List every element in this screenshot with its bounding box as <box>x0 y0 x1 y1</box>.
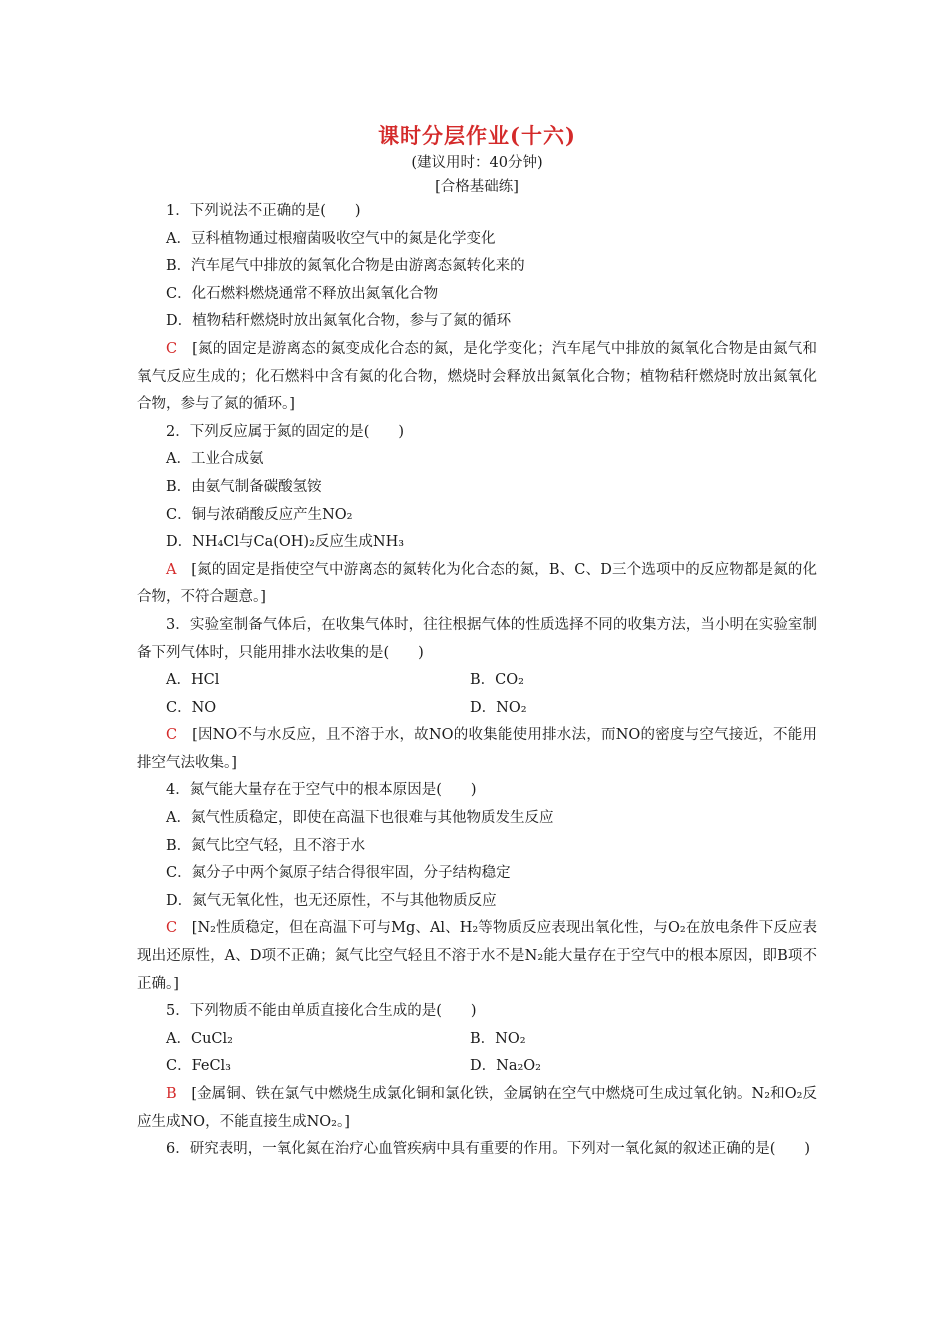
answer-letter: B <box>166 1086 177 1102</box>
explanation-text: [氮的固定是指使空气中游离态的氮转化为化合态的氮，B、C、D三个选项中的反应物都是氮的化合物，不符合题意。] <box>137 561 817 606</box>
document-page <box>137 122 817 1164</box>
time-hint: (建议用时：40分钟) <box>411 155 543 171</box>
option: B．NO₂ <box>470 1030 526 1047</box>
question-stem: 4．氮气能大量存在于空气中的根本原因是( ) <box>166 782 477 799</box>
option: A．氮气性质稳定，即使在高温下也很难与其他物质发生反应 <box>166 810 554 827</box>
option: D．植物秸秆燃烧时放出氮氧化合物，参与了氮的循环 <box>166 313 512 330</box>
explanation-text: [因NO不与水反应，且不溶于水，故NO的收集能使用排水法，而NO的密度与空气接近，不能用排空气法收集。] <box>137 727 817 771</box>
answer-letter: C <box>166 727 178 744</box>
question-5 <box>137 998 817 1136</box>
option: B．CO₂ <box>470 672 524 689</box>
page-title: 课时分层作业(十六) <box>378 123 576 148</box>
option: C．化石燃料燃烧通常不释放出氮氧化合物 <box>166 285 439 302</box>
answer-explanation <box>137 336 817 419</box>
option-row <box>137 1053 817 1081</box>
explanation-text: [N₂性质稳定，但在高温下可与Mg、Al、H₂等物质反应表现出氧化性，与O₂在放电条件下反应表现出还原性，A、D项不正确；氮气比空气轻且不溶于水不是N₂能大量存在于空气中的根本原因，即B项不正确。] <box>137 920 817 992</box>
question-stem: 6．研究表明，一氧化氮在治疗心血管疾病中具有重要的作用。下列对一氧化氮的叙述正确的是( ) <box>166 1141 811 1158</box>
answer-explanation <box>137 557 817 612</box>
option: C．氮分子中两个氮原子结合得很牢固，分子结构稳定 <box>166 865 511 882</box>
option: A．豆科植物通过根瘤菌吸收空气中的氮是化学变化 <box>166 230 496 247</box>
explanation-text: [金属铜、铁在氯气中燃烧生成氯化铜和氯化铁，金属钠在空气中燃烧可生成过氧化钠。N₂和O₂反应生成NO，不能直接生成NO₂。] <box>137 1086 818 1130</box>
answer-letter: C <box>166 920 178 937</box>
option: A．HCl <box>166 672 220 689</box>
option: A．CuCl₂ <box>166 1030 233 1047</box>
question-stem: 3．实验室制备气体后，在收集气体时，往往根据气体的性质选择不同的收集方法，当小明在实验室制备下列气体时，只能用排水法收集的是( ) <box>137 616 817 661</box>
option: D．NO₂ <box>470 699 527 716</box>
answer-explanation <box>137 915 817 998</box>
question-4 <box>137 777 817 998</box>
question-1 <box>137 198 817 419</box>
option: D．氮气无氧化性，也无还原性，不与其他物质反应 <box>166 892 497 909</box>
question-stem: 5．下列物质不能由单质直接化合生成的是( ) <box>166 1003 477 1020</box>
option-row <box>137 1026 817 1054</box>
question-3 <box>137 612 817 778</box>
question-stem: 1．下列说法不正确的是( ) <box>166 203 361 219</box>
option: C．铜与浓硝酸反应产生NO₂ <box>166 506 353 523</box>
option: D．NH₄Cl与Ca(OH)₂反应生成NH₃ <box>166 534 405 551</box>
section-heading: [合格基础练] <box>435 179 519 195</box>
option: B．氮气比空气轻，且不溶于水 <box>166 837 366 854</box>
answer-letter: C <box>166 340 178 357</box>
option: C．NO <box>166 699 217 716</box>
option-row <box>137 695 817 723</box>
answer-letter: A <box>166 561 177 578</box>
option: A．工业合成氨 <box>166 451 264 468</box>
question-stem: 2．下列反应属于氮的固定的是( ) <box>166 423 405 440</box>
option: D．Na₂O₂ <box>470 1058 541 1075</box>
explanation-text: [氮的固定是游离态的氮变成化合态的氮，是化学变化；汽车尾气中排放的氮氧化合物是由氮气和氧气反应生成的；化石燃料中含有氮的化合物，燃烧时会释放出氮氧化合物；植物秸秆燃烧时放出氮氧化合物，参与了氮的循环。] <box>137 340 818 413</box>
option: C．FeCl₃ <box>166 1058 231 1075</box>
answer-explanation <box>137 1081 817 1136</box>
option: B．汽车尾气中排放的氮氧化合物是由游离态氮转化来的 <box>166 258 525 275</box>
question-6 <box>137 1136 817 1164</box>
option: B．由氨气制备碳酸氢铵 <box>166 478 322 495</box>
question-2 <box>137 419 817 612</box>
option-row <box>137 667 817 695</box>
answer-explanation <box>137 722 817 777</box>
